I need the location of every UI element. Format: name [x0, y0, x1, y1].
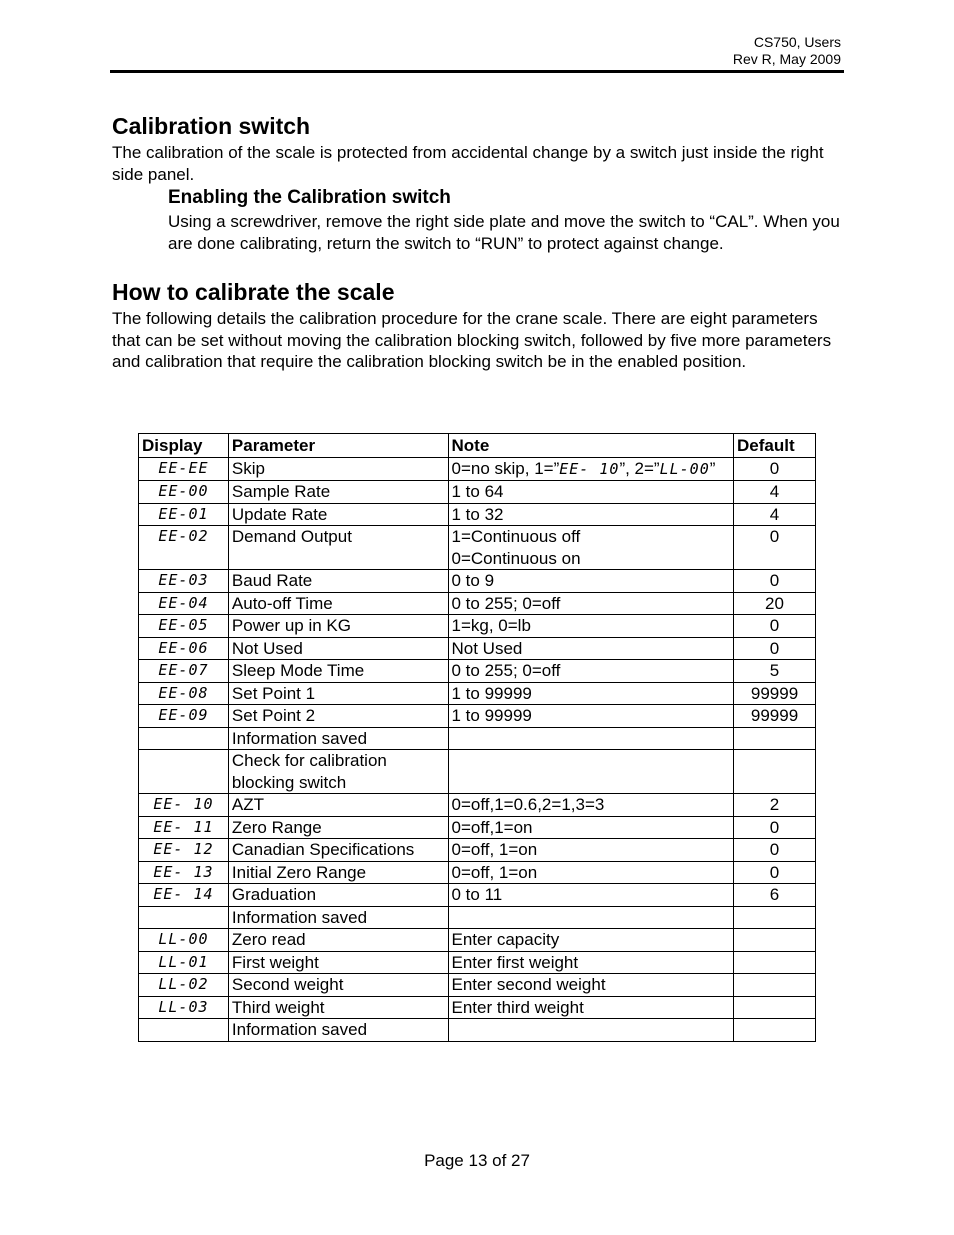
table-row [139, 503, 816, 526]
table-row [139, 570, 816, 593]
cell-display-code [139, 727, 229, 750]
cell-default: 99999 [734, 705, 816, 728]
section-body-calibration-switch: The calibration of the scale is protected from accidental change by a switch just inside the right side panel. [112, 143, 824, 184]
cell-default: 0 [734, 637, 816, 660]
cell-parameter: Update Rate [228, 503, 448, 526]
table-body [139, 457, 816, 1041]
cell-parameter: Not Used [228, 637, 448, 660]
cell-default [734, 1019, 816, 1042]
cell-default: 0 [734, 570, 816, 593]
cell-note: 0 to 255; 0=off [448, 592, 734, 615]
table-row [139, 615, 816, 638]
cell-display-code: EE-06 [139, 637, 229, 660]
cell-display-code [139, 906, 229, 929]
cell-display-code: LL-00 [139, 929, 229, 952]
cell-note: 1 to 32 [448, 503, 734, 526]
cell-display-code: EE-01 [139, 503, 229, 526]
cell-note [448, 1019, 734, 1042]
cell-note: Enter first weight [448, 951, 734, 974]
cell-default [734, 929, 816, 952]
cell-note: 1=kg, 0=lb [448, 615, 734, 638]
table-row [139, 839, 816, 862]
note-line: 0=Continuous on [451, 548, 581, 568]
cell-parameter: Canadian Specifications [228, 839, 448, 862]
col-header-note: Note [448, 434, 734, 458]
cell-parameter: Zero Range [228, 816, 448, 839]
cell-display-code: EE-07 [139, 660, 229, 683]
table-row [139, 929, 816, 952]
table-row [139, 951, 816, 974]
cell-default [734, 996, 816, 1019]
section-body-how-to-calibrate: The following details the calibration procedure for the crane scale. There are eight parameters that can be set without moving the calibration blocking switch, followed by five more parameters and calibration that require the calibration blocking switch be in the enabled position. [112, 309, 832, 371]
cell-display-code: EE-05 [139, 615, 229, 638]
cell-note: 1 to 99999 [448, 682, 734, 705]
cell-parameter: Baud Rate [228, 570, 448, 593]
cell-display-code: EE-EE [139, 457, 229, 481]
cell-parameter: Initial Zero Range [228, 861, 448, 884]
cell-note: 1 to 99999 [448, 705, 734, 728]
table-row [139, 974, 816, 997]
cell-note: Enter capacity [448, 929, 734, 952]
col-header-display: Display [139, 434, 229, 458]
calibration-parameter-table [138, 433, 816, 1042]
page-header [733, 34, 841, 68]
table-row [139, 816, 816, 839]
cell-parameter: AZT [228, 794, 448, 817]
section-title-how-to-calibrate: How to calibrate the scale [112, 279, 395, 305]
cell-display-code: EE-00 [139, 481, 229, 504]
cell-parameter: Check for calibration blocking switch [228, 750, 448, 794]
subsection-body-enabling: Using a screwdriver, remove the right side plate and move the switch to “CAL”. When you are done calibrating, return the switch to “RUN” to protect against change. [168, 212, 840, 253]
note-line: 1=Continuous off [451, 527, 581, 546]
table-row [139, 457, 816, 481]
cell-default: 20 [734, 592, 816, 615]
cell-display-code: EE- 14 [139, 884, 229, 907]
cell-display-code: EE- 13 [139, 861, 229, 884]
table-header-row [139, 434, 816, 458]
cell-default: 0 [734, 861, 816, 884]
note-display-code: EE- 10 [559, 459, 620, 478]
cell-default: 99999 [734, 682, 816, 705]
cell-parameter: Second weight [228, 974, 448, 997]
header-revision: Rev R, May 2009 [732, 51, 841, 67]
table-row [139, 1019, 816, 1042]
cell-note: 0=off,1=on [448, 816, 734, 839]
table-row [139, 727, 816, 750]
table-row [139, 884, 816, 907]
cell-note: 0=off, 1=on [448, 839, 734, 862]
cell-default: 0 [734, 839, 816, 862]
cell-default: 0 [734, 615, 816, 638]
note-display-code: LL-00 [659, 459, 710, 478]
cell-default [734, 974, 816, 997]
section-title-calibration-switch: Calibration switch [112, 113, 311, 139]
header-doc-title: CS750, Users [753, 34, 841, 50]
table-row [139, 526, 816, 570]
cell-display-code: EE-04 [139, 592, 229, 615]
cell-note: 0=off,1=0.6,2=1,3=3 [448, 794, 734, 817]
cell-default [734, 727, 816, 750]
cell-parameter: Power up in KG [228, 615, 448, 638]
col-header-parameter: Parameter [228, 434, 448, 458]
cell-parameter: Sleep Mode Time [228, 660, 448, 683]
page-content [112, 110, 842, 373]
cell-note [448, 906, 734, 929]
cell-note [448, 457, 734, 481]
table-row [139, 637, 816, 660]
table-row [139, 481, 816, 504]
cell-default: 5 [734, 660, 816, 683]
cell-default: 0 [734, 457, 816, 481]
cell-note: 0=off, 1=on [448, 861, 734, 884]
cell-display-code: LL-01 [139, 951, 229, 974]
cell-parameter: Demand Output [228, 526, 448, 570]
page-number: Page 13 of 27 [424, 1151, 530, 1170]
cell-default: 4 [734, 503, 816, 526]
cell-parameter: Zero read [228, 929, 448, 952]
spacer [112, 254, 842, 276]
cell-parameter: Third weight [228, 996, 448, 1019]
table-row [139, 592, 816, 615]
cell-note: Enter third weight [448, 996, 734, 1019]
cell-display-code: EE-08 [139, 682, 229, 705]
subsection-title-enabling: Enabling the Calibration switch [168, 187, 451, 208]
cell-note: 1 to 64 [448, 481, 734, 504]
cell-default: 0 [734, 526, 816, 570]
table-row [139, 682, 816, 705]
cell-display-code: LL-02 [139, 974, 229, 997]
cell-parameter: Graduation [228, 884, 448, 907]
note-text: ” [709, 458, 716, 478]
cell-parameter: Auto-off Time [228, 592, 448, 615]
table-row [139, 861, 816, 884]
table-row [139, 906, 816, 929]
cell-display-code: EE- 11 [139, 816, 229, 839]
cell-default: 2 [734, 794, 816, 817]
cell-parameter: Skip [228, 457, 448, 481]
cell-display-code: EE-09 [139, 705, 229, 728]
cell-display-code: EE- 10 [139, 794, 229, 817]
cell-note [448, 750, 734, 794]
cell-display-code: EE-03 [139, 570, 229, 593]
cell-default [734, 951, 816, 974]
cell-parameter: Sample Rate [228, 481, 448, 504]
subsection-enabling [168, 185, 842, 254]
cell-note [448, 526, 734, 570]
header-rule [110, 70, 844, 73]
table-row [139, 996, 816, 1019]
cell-note: Not Used [448, 637, 734, 660]
table-row [139, 794, 816, 817]
cell-parameter: Set Point 2 [228, 705, 448, 728]
cell-parameter: Information saved [228, 1019, 448, 1042]
table-row [139, 705, 816, 728]
cell-parameter: Information saved [228, 727, 448, 750]
cell-note [448, 727, 734, 750]
cell-display-code: EE- 12 [139, 839, 229, 862]
cell-note: Enter second weight [448, 974, 734, 997]
note-text: ”, 2=” [619, 458, 660, 478]
col-header-default: Default [734, 434, 816, 458]
cell-default: 0 [734, 816, 816, 839]
cell-parameter: Information saved [228, 906, 448, 929]
table-row [139, 660, 816, 683]
cell-default [734, 906, 816, 929]
table-row [139, 750, 816, 794]
cell-note: 0 to 9 [448, 570, 734, 593]
cell-display-code [139, 1019, 229, 1042]
cell-default [734, 750, 816, 794]
cell-display-code: EE-02 [139, 526, 229, 570]
cell-note: 0 to 255; 0=off [448, 660, 734, 683]
cell-default: 6 [734, 884, 816, 907]
cell-parameter: First weight [228, 951, 448, 974]
cell-parameter: Set Point 1 [228, 682, 448, 705]
cell-note: 0 to 11 [448, 884, 734, 907]
cell-display-code [139, 750, 229, 794]
cell-display-code: LL-03 [139, 996, 229, 1019]
note-text: 0=no skip, 1=” [451, 458, 560, 478]
cell-default: 4 [734, 481, 816, 504]
